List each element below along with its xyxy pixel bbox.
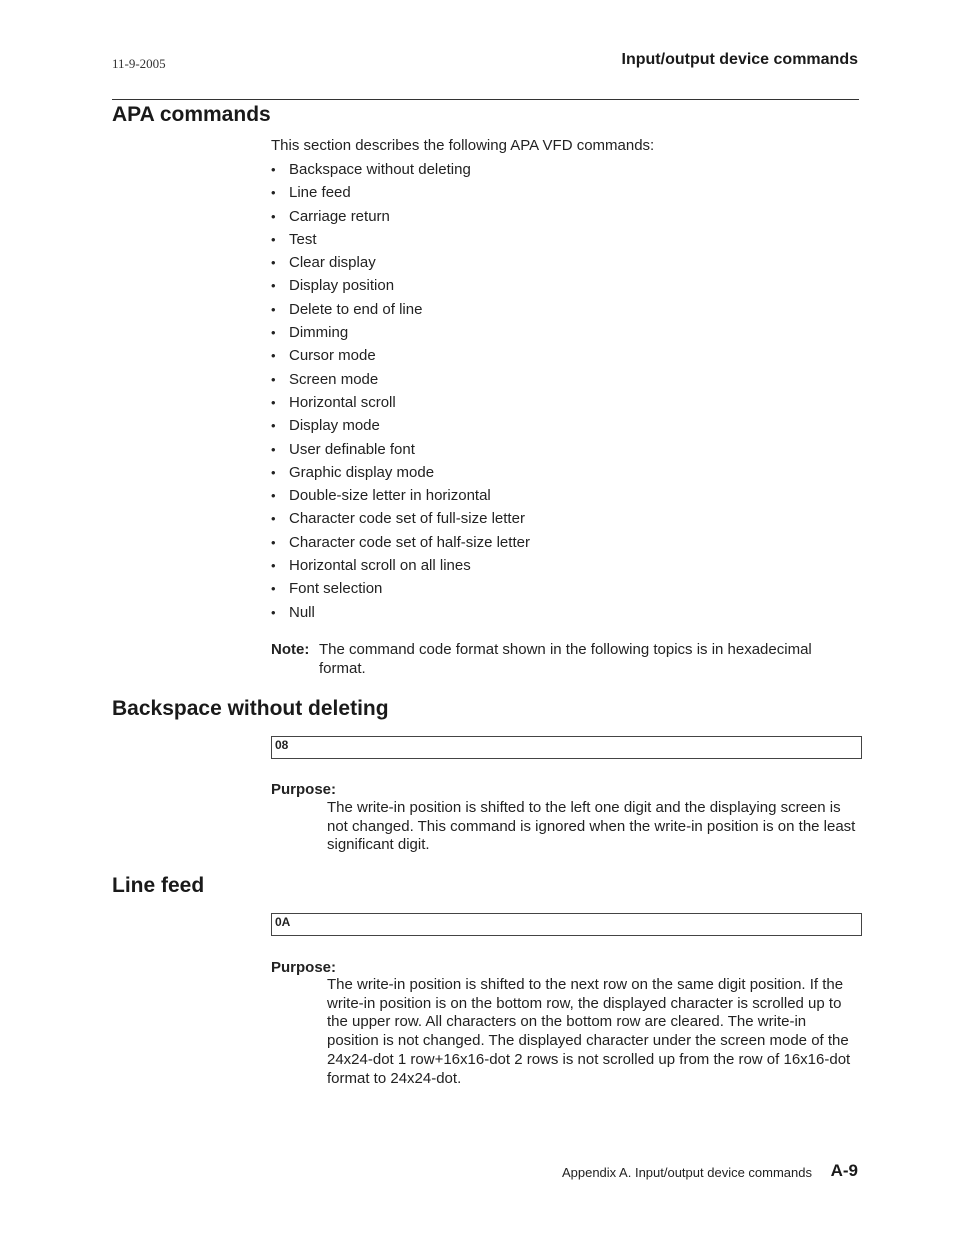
list-item-label: Character code set of full-size letter <box>289 510 525 528</box>
bullet-icon: • <box>271 301 276 317</box>
list-item <box>271 228 530 251</box>
page-date: 11-9-2005 <box>112 56 166 71</box>
list-item <box>271 601 530 624</box>
list-item-label: Horizontal scroll on all lines <box>289 557 471 575</box>
list-item-label: Test <box>289 230 317 248</box>
note-block <box>271 640 859 678</box>
list-item-label: Null <box>289 603 315 621</box>
list-item <box>271 181 530 204</box>
bullet-icon: • <box>271 208 276 224</box>
list-item-label: Font selection <box>289 580 383 598</box>
bullet-icon: • <box>271 464 276 480</box>
running-header-title: Input/output device commands <box>621 51 858 68</box>
list-item <box>271 554 530 577</box>
line-feed-code-box: 0A <box>271 913 862 936</box>
bullet-icon: • <box>271 162 276 177</box>
list-item-label: Double-size letter in horizontal <box>289 487 491 505</box>
list-item <box>271 344 530 367</box>
backspace-purpose-label: Purpose: <box>271 781 337 798</box>
bullet-icon: • <box>271 394 276 410</box>
list-item-label: Screen mode <box>289 370 379 388</box>
page-number: A-9 <box>830 1161 858 1180</box>
list-item <box>271 298 530 321</box>
list-item-label: Display position <box>289 277 395 295</box>
bullet-icon: • <box>271 348 276 364</box>
list-item-label: Backspace without deleting <box>289 161 471 178</box>
list-item <box>271 274 530 297</box>
list-item <box>271 158 530 181</box>
backspace-code-box: 08 <box>271 736 862 759</box>
list-item <box>271 577 530 600</box>
bullet-icon: • <box>271 581 276 597</box>
list-item <box>271 507 530 530</box>
line-feed-purpose-label: Purpose: <box>271 959 337 976</box>
bullet-icon: • <box>271 255 276 271</box>
list-item <box>271 531 530 554</box>
backspace-heading: Backspace without deleting <box>112 697 389 720</box>
list-item <box>271 368 530 391</box>
apa-command-list <box>271 158 530 624</box>
list-item <box>271 205 530 228</box>
line-feed-purpose-text: The write-in position is shifted to the next row on the same digit position. If the write-in position is on the bottom row, the displayed character is scrolled up to the upper row. All characters on the bottom row are cleared. The write-in position is not changed. The displayed character under the screen mode of the 24x24-dot 1 row+16x16-dot 2 rows is not scrolled up from the row of 16x16-dot format to 24x24-dot. <box>327 976 851 1087</box>
list-item-label: User definable font <box>289 440 415 458</box>
list-item-label: Delete to end of line <box>289 300 423 318</box>
bullet-icon: • <box>271 534 276 550</box>
list-item-label: Line feed <box>289 184 351 202</box>
list-item-label: Graphic display mode <box>289 463 435 481</box>
bullet-icon: • <box>271 371 276 387</box>
list-item-label: Cursor mode <box>289 347 376 365</box>
bullet-icon: • <box>271 325 276 341</box>
list-item <box>271 321 530 344</box>
list-item-label: Carriage return <box>289 207 390 225</box>
bullet-icon: • <box>271 278 276 294</box>
list-item <box>271 414 530 437</box>
footer-text: Appendix A. Input/output device commands <box>561 1165 812 1180</box>
bullet-icon: • <box>271 488 276 504</box>
note-text: The command code format shown in the following topics is in hexadecimal format. <box>319 641 812 677</box>
bullet-icon: • <box>271 441 276 457</box>
backspace-purpose-text: The write-in position is shifted to the left one digit and the displaying screen is not changed. This command is ignored when the write-in position is on the least significant digit. <box>327 799 856 854</box>
list-item-label: Display mode <box>289 417 380 435</box>
header-rule <box>112 99 859 100</box>
list-item <box>271 391 530 414</box>
bullet-icon: • <box>271 418 276 434</box>
list-item <box>271 461 530 484</box>
list-item-label: Character code set of half-size letter <box>289 533 530 551</box>
bullet-icon: • <box>271 511 276 527</box>
bullet-icon: • <box>271 558 276 574</box>
list-item-label: Dimming <box>289 324 349 342</box>
list-item-label: Horizontal scroll <box>289 393 396 411</box>
list-item <box>271 484 530 507</box>
list-item <box>271 438 530 461</box>
apa-intro: This section describes the following APA VFD commands: <box>271 137 655 154</box>
note-label: Note: <box>271 641 310 658</box>
line-feed-heading: Line feed <box>112 874 205 897</box>
bullet-icon: • <box>271 185 276 201</box>
bullet-icon: • <box>271 231 276 247</box>
apa-commands-heading: APA commands <box>112 103 271 126</box>
bullet-icon: • <box>271 604 276 620</box>
list-item-label: Clear display <box>289 254 376 272</box>
list-item <box>271 251 530 274</box>
